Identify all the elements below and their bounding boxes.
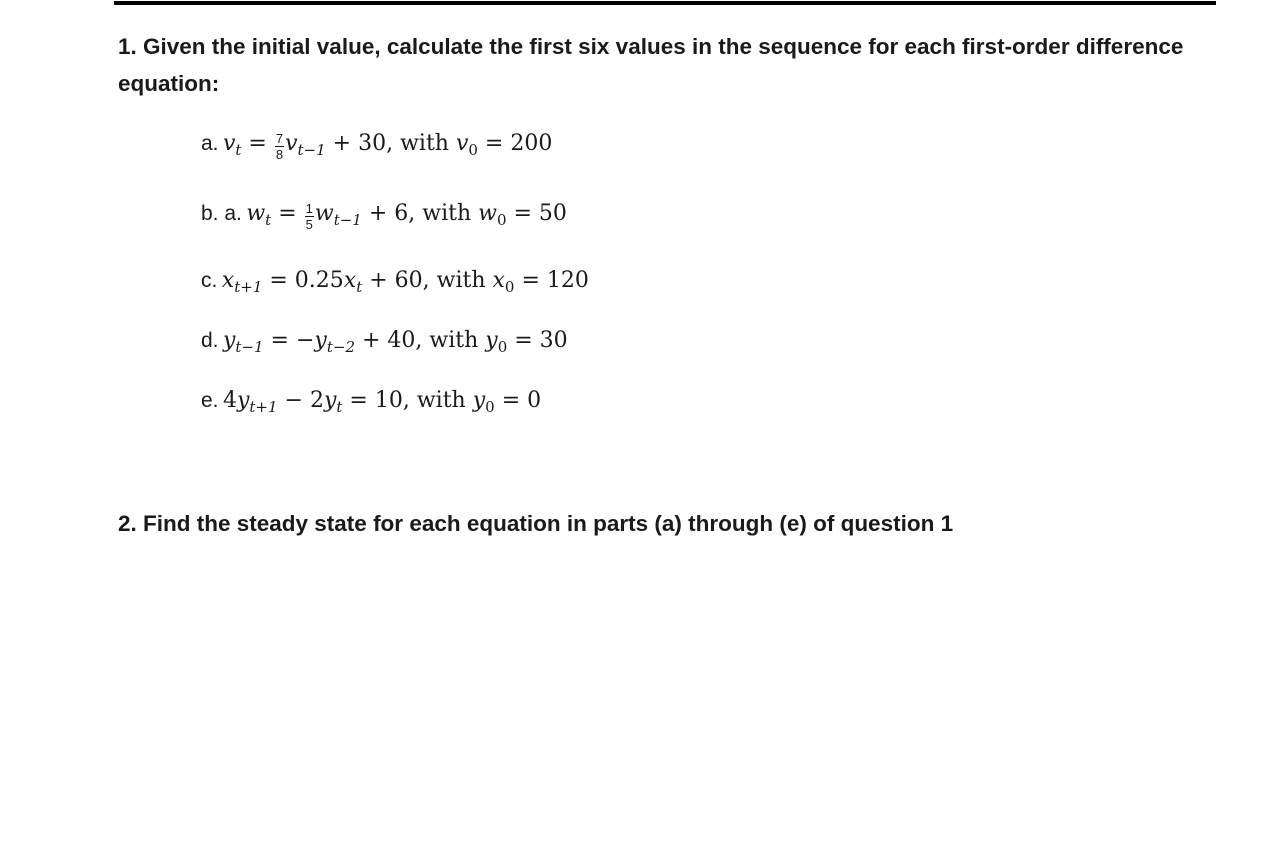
- equation-b-rhs-var: w: [314, 201, 334, 226]
- equation-c-init-var: x: [492, 268, 505, 293]
- equation-a-lhs-sub: t: [235, 141, 242, 159]
- equation-e-init-tail: = 0: [494, 388, 542, 413]
- equation-e-lhs-sub: t+1: [249, 398, 278, 416]
- equation-d: [201, 328, 568, 356]
- equation-d-lhs-sub: t−1: [235, 338, 264, 356]
- equation-d-rhs-var: y: [314, 328, 327, 353]
- equation-e-mid: − 2: [277, 388, 324, 413]
- equation-b-init-var: w: [478, 201, 497, 226]
- equation-d-rhs-tail: + 40, with: [354, 328, 486, 353]
- equation-b-fraction: [305, 202, 314, 231]
- equation-b: [201, 201, 567, 231]
- fraction-denominator: 8: [275, 147, 284, 162]
- equation-c-rhs-var: x: [343, 268, 357, 293]
- equation-c-lhs-sub: t+1: [234, 278, 263, 296]
- equation-c-rhs-sub: t: [356, 278, 363, 296]
- equation-b-init-tail: = 50: [506, 201, 567, 226]
- question-1-heading: 1. Given the initial value, calculate the first six values in the sequence for each first-order difference equation:: [118, 34, 1184, 96]
- equation-e: [201, 388, 541, 416]
- equation-a-eq: =: [241, 131, 274, 156]
- equation-a-label: a.: [201, 132, 219, 155]
- equation-b-lhs: w: [246, 201, 266, 226]
- equation-c: [201, 268, 589, 296]
- fraction-numerator: 1: [305, 201, 313, 216]
- equation-a-init-sub: 0: [468, 141, 478, 159]
- equation-b-rhs-tail: + 6, with: [361, 201, 479, 226]
- equation-e-rhs-sub: t: [336, 398, 343, 416]
- equation-e-lhs: y: [236, 388, 250, 413]
- fraction-denominator: 5: [305, 217, 313, 232]
- equation-c-init-sub: 0: [504, 278, 515, 296]
- equation-e-init-sub: 0: [485, 398, 495, 416]
- equation-e-rhs-tail: = 10, with: [342, 388, 473, 413]
- equation-e-lhs-coef: 4: [222, 388, 237, 413]
- equation-b-init-sub: 0: [496, 211, 507, 229]
- equation-d-rhs-sub: t−2: [326, 338, 355, 356]
- equation-d-label: d.: [201, 329, 219, 352]
- equation-b-lhs-sub: t: [265, 211, 272, 229]
- equation-d-init-var: y: [485, 328, 498, 353]
- fraction-numerator: 7: [275, 131, 284, 146]
- equation-a-init-var: v: [455, 131, 469, 156]
- equation-c-lhs: x: [221, 268, 235, 293]
- equation-d-mid: = −: [263, 328, 315, 353]
- question-2-heading: 2. Find the steady state for each equation in parts (a) through (e) of question 1: [118, 511, 954, 536]
- equation-a-fraction: [275, 132, 284, 161]
- equation-d-init-sub: 0: [497, 338, 508, 356]
- equation-a-rhs-sub: t−1: [297, 141, 326, 159]
- equation-d-lhs: y: [222, 328, 236, 353]
- equation-e-rhs-var: y: [323, 388, 337, 413]
- top-rule: [114, 1, 1216, 5]
- equation-d-init-tail: = 30: [507, 328, 568, 353]
- equation-b-rhs-sub: t−1: [333, 211, 362, 229]
- equation-a: [201, 131, 552, 161]
- equation-b-label: b. a.: [201, 202, 242, 225]
- equation-e-init-var: y: [472, 388, 486, 413]
- equation-a-lhs: v: [222, 131, 236, 156]
- equation-c-label: c.: [201, 269, 218, 292]
- equation-b-eq: =: [271, 201, 304, 226]
- equation-c-mid: = 0.25: [262, 268, 344, 293]
- equation-a-rhs-tail: + 30, with: [325, 131, 456, 156]
- equation-c-init-tail: = 120: [514, 268, 589, 293]
- equation-c-rhs-tail: + 60, with: [362, 268, 493, 293]
- equation-e-label: e.: [201, 389, 219, 412]
- equation-a-init-tail: = 200: [477, 131, 553, 156]
- equation-a-rhs-var: v: [285, 131, 298, 156]
